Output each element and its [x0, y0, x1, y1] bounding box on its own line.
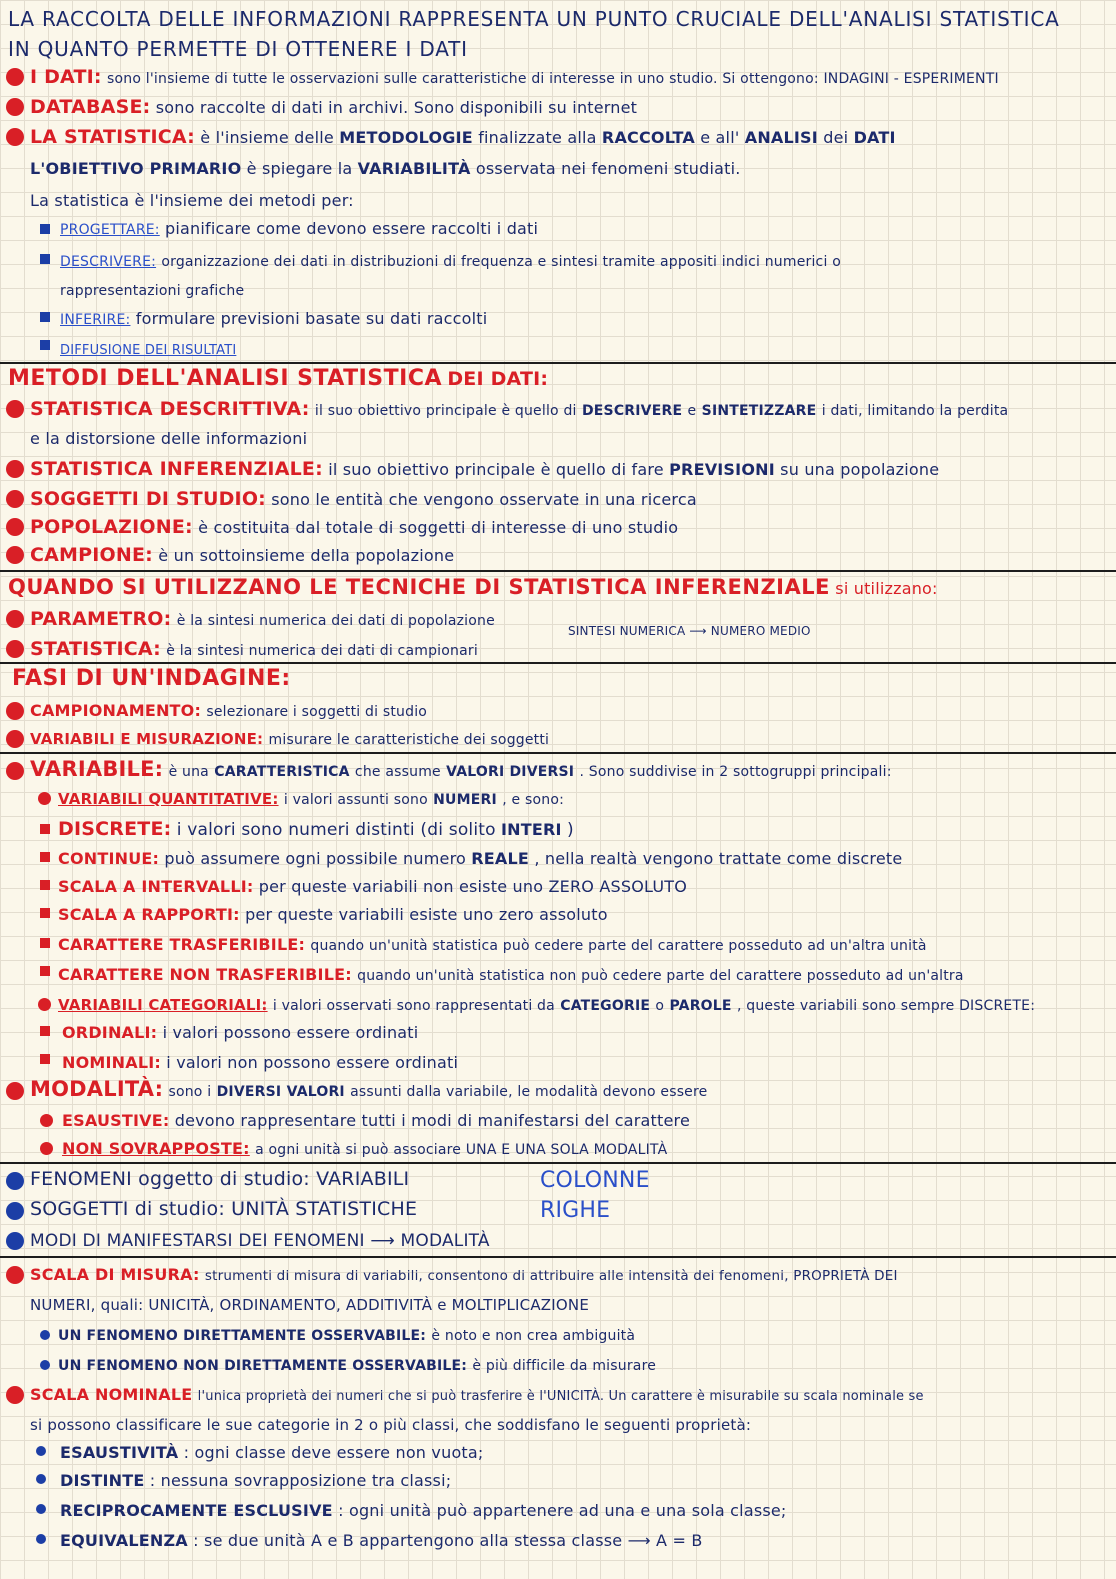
red-bullet-icon — [6, 68, 24, 86]
red-bullet-icon — [6, 1386, 24, 1404]
line-trasferibile: CARATTERE TRASFERIBILE: quando un'unità statistica può cedere parte del carattere posseduto ad un'altra unità — [58, 935, 927, 954]
red-square-bullet-icon — [40, 966, 50, 976]
blue-bullet-icon — [6, 1172, 24, 1190]
label-righe: RIGHE — [540, 1198, 611, 1223]
line-ordinali: ORDINALI: i valori possono essere ordinati — [62, 1023, 419, 1042]
line-obiettivo: L'OBIETTIVO PRIMARIO è spiegare la VARIABILITÀ osservata nei fenomeni studiati. — [30, 159, 741, 178]
line-database: DATABASE: sono raccolte di dati in archivi. Sono disponibili su internet — [30, 96, 638, 118]
line-descrivere-cont: rappresentazioni grafiche — [60, 283, 245, 299]
line-non-trasferibile: CARATTERE NON TRASFERIBILE: quando un'unità statistica non può cedere parte del carattere posseduto ad un'altra — [58, 965, 964, 984]
line-descrivere: DESCRIVERE: organizzazione dei dati in distribuzioni di frequenza e sintesi tramite appositi indici numerici o — [60, 254, 841, 270]
red-bullet-icon — [6, 762, 24, 780]
red-bullet-icon — [40, 1142, 53, 1155]
red-bullet-icon — [6, 490, 24, 508]
line-quantitative: VARIABILI QUANTITATIVE: i valori assunti sono NUMERI , e sono: — [58, 790, 564, 808]
line-distinte: DISTINTE : nessuna sovrapposizione tra classi; — [60, 1471, 452, 1490]
red-bullet-icon — [6, 640, 24, 658]
red-square-bullet-icon — [40, 824, 50, 834]
line-esaustivita: ESAUSTIVITÀ : ogni classe deve essere non vuota; — [60, 1443, 484, 1462]
page-title-line2: IN QUANTO PERMETTE DI OTTENERE I DATI — [8, 37, 468, 61]
line-scala-rapporti: SCALA A RAPPORTI: per queste variabili esiste uno zero assoluto — [58, 905, 608, 924]
line-variabili-misurazione: VARIABILI E MISURAZIONE: misurare le caratteristiche dei soggetti — [30, 730, 550, 748]
line-discrete: DISCRETE: i valori sono numeri distinti (di solito INTERI ) — [58, 818, 574, 840]
label-colonne: COLONNE — [540, 1168, 650, 1193]
section-heading-inferenziale: QUANDO SI UTILIZZANO LE TECNICHE DI STATISTICA INFERENZIALE si utilizzano: — [8, 575, 938, 599]
square-bullet-icon — [40, 312, 50, 322]
line-statistica: LA STATISTICA: è l'insieme delle METODOLOGIE finalizzate alla RACCOLTA e all' ANALISI dei DATI — [30, 126, 896, 148]
line-variabile: VARIABILE: è una CARATTERISTICA che assume VALORI DIVERSI . Sono suddivise in 2 sottogruppi principali: — [30, 757, 892, 781]
line-fenomeno-diretto: UN FENOMENO DIRETTAMENTE OSSERVABILE: è noto e non crea ambiguità — [58, 1328, 636, 1344]
red-bullet-icon — [6, 518, 24, 536]
red-square-bullet-icon — [40, 852, 50, 862]
blue-bullet-icon — [6, 1202, 24, 1220]
page-title-line1: LA RACCOLTA DELLE INFORMAZIONI RAPPRESENTA UN PUNTO CRUCIALE DELL'ANALISI STATISTICA — [8, 7, 1060, 31]
red-square-bullet-icon — [40, 880, 50, 890]
blue-bullet-icon — [36, 1504, 46, 1514]
red-bullet-icon — [6, 1266, 24, 1284]
line-nominali: NOMINALI: i valori non possono essere ordinati — [62, 1053, 459, 1072]
note-sintesi-numerica: SINTESI NUMERICA ⟶ NUMERO MEDIO — [568, 624, 811, 638]
line-categoriali: VARIABILI CATEGORIALI: i valori osservati sono rappresentati da CATEGORIE o PAROLE , queste variabili sono sempre DISCRETE: — [58, 996, 1036, 1014]
line-reciprocamente-esclusive: RECIPROCAMENTE ESCLUSIVE : ogni unità può appartenere ad una e una sola classe; — [60, 1501, 787, 1520]
blue-bullet-icon — [36, 1534, 46, 1544]
line-modi-manifestarsi: MODI DI MANIFESTARSI DEI FENOMENI ⟶ MODALITÀ — [30, 1231, 490, 1251]
line-statistica-campionaria: STATISTICA: è la sintesi numerica dei dati di campionari — [30, 638, 478, 660]
line-fenomeno-non-diretto: UN FENOMENO NON DIRETTAMENTE OSSERVABILE: è più difficile da misurare — [58, 1358, 657, 1374]
line-esaustive: ESAUSTIVE: devono rappresentare tutti i modi di manifestarsi del carattere — [62, 1111, 690, 1130]
red-bullet-icon — [6, 128, 24, 146]
line-campionamento: CAMPIONAMENTO: selezionare i soggetti di studio — [30, 701, 428, 720]
red-bullet-icon — [6, 730, 24, 748]
line-modalita: MODALITÀ: sono i DIVERSI VALORI assunti dalla variabile, le modalità devono essere — [30, 1077, 708, 1101]
blue-bullet-icon — [36, 1474, 46, 1484]
red-bullet-icon — [6, 610, 24, 628]
section-heading-metodi: METODI DELL'ANALISI STATISTICA DEI DATI: — [8, 366, 549, 391]
red-bullet-icon — [40, 1114, 53, 1127]
line-dati: I DATI: sono l'insieme di tutte le osservazioni sulle caratteristiche di interesse in uno studio. Si ottengono: INDAGINI - ESPERIMENTI — [30, 66, 999, 88]
section-divider — [0, 1256, 1116, 1258]
red-bullet-icon — [6, 400, 24, 418]
line-soggetti: SOGGETTI DI STUDIO: sono le entità che vengono osservate in una ricerca — [30, 488, 697, 510]
line-continue: CONTINUE: può assumere ogni possibile numero REALE , nella realtà vengono trattate come discrete — [58, 849, 903, 868]
blue-bullet-icon — [40, 1330, 50, 1340]
red-bullet-icon — [6, 460, 24, 478]
line-scala-intervalli: SCALA A INTERVALLI: per queste variabili non esiste uno ZERO ASSOLUTO — [58, 877, 687, 896]
section-divider — [0, 662, 1116, 664]
line-scala-nominale-cont: si possono classificare le sue categorie in 2 o più classi, che soddisfano le seguenti proprietà: — [30, 1416, 752, 1434]
line-progettare: PROGETTARE: pianificare come devono essere raccolti i dati — [60, 219, 539, 238]
red-bullet-icon — [6, 98, 24, 116]
line-metodi: La statistica è l'insieme dei metodi per: — [30, 191, 354, 210]
square-bullet-icon — [40, 224, 50, 234]
line-inferire: INFERIRE: formulare previsioni basate su dati raccolti — [60, 309, 488, 328]
red-square-bullet-icon — [40, 1026, 50, 1036]
blue-bullet-icon — [36, 1446, 46, 1456]
line-equivalenza: EQUIVALENZA : se due unità A e B appartengono alla stessa classe ⟶ A = B — [60, 1531, 703, 1550]
red-square-bullet-icon — [40, 908, 50, 918]
square-bullet-icon — [40, 340, 50, 350]
section-divider — [0, 570, 1116, 572]
square-bullet-icon — [40, 254, 50, 264]
red-square-bullet-icon — [40, 1054, 50, 1064]
section-heading-fasi: FASI DI UN'INDAGINE: — [12, 666, 291, 691]
line-stat-descrittiva-cont: e la distorsione delle informazioni — [30, 429, 308, 448]
line-scala-nominale: SCALA NOMINALE l'unica proprietà dei numeri che si può trasferire è l'UNICITÀ. Un carattere è misurabile su scala nominale se — [30, 1385, 924, 1404]
blue-bullet-icon — [6, 1232, 24, 1250]
line-stat-descrittiva: STATISTICA DESCRITTIVA: il suo obiettivo principale è quello di DESCRIVERE e SINTETIZZARE i dati, limitando la perdita — [30, 398, 1009, 420]
red-bullet-icon — [6, 546, 24, 564]
line-fenomeni: FENOMENI oggetto di studio: VARIABILI — [30, 1168, 410, 1190]
line-campione: CAMPIONE: è un sottoinsieme della popolazione — [30, 544, 455, 566]
line-parametro: PARAMETRO: è la sintesi numerica dei dati di popolazione — [30, 608, 495, 630]
red-bullet-icon — [38, 998, 51, 1011]
section-divider — [0, 752, 1116, 754]
red-bullet-icon — [6, 1082, 24, 1100]
line-diffusione: DIFFUSIONE DEI RISULTATI — [60, 343, 237, 358]
line-soggetti-unita: SOGGETTI di studio: UNITÀ STATISTICHE — [30, 1198, 418, 1220]
section-divider — [0, 1162, 1116, 1164]
red-bullet-icon — [6, 702, 24, 720]
line-non-sovrapposte: NON SOVRAPPOSTE: a ogni unità si può associare UNA E UNA SOLA MODALITÀ — [62, 1139, 668, 1158]
red-bullet-icon — [38, 792, 51, 805]
section-divider — [0, 362, 1116, 364]
line-scala-misura-cont: NUMERI, quali: UNICITÀ, ORDINAMENTO, ADDITIVITÀ e MOLTIPLICAZIONE — [30, 1296, 589, 1314]
red-square-bullet-icon — [40, 938, 50, 948]
line-popolazione: POPOLAZIONE: è costituita dal totale di soggetti di interesse di uno studio — [30, 516, 679, 538]
line-stat-inferenziale: STATISTICA INFERENZIALE: il suo obiettivo principale è quello di fare PREVISIONI su una popolazione — [30, 458, 940, 480]
blue-bullet-icon — [40, 1360, 50, 1370]
line-scala-misura: SCALA DI MISURA: strumenti di misura di variabili, consentono di attribuire alle intensità dei fenomeni, PROPRIETÀ DEI — [30, 1265, 898, 1284]
